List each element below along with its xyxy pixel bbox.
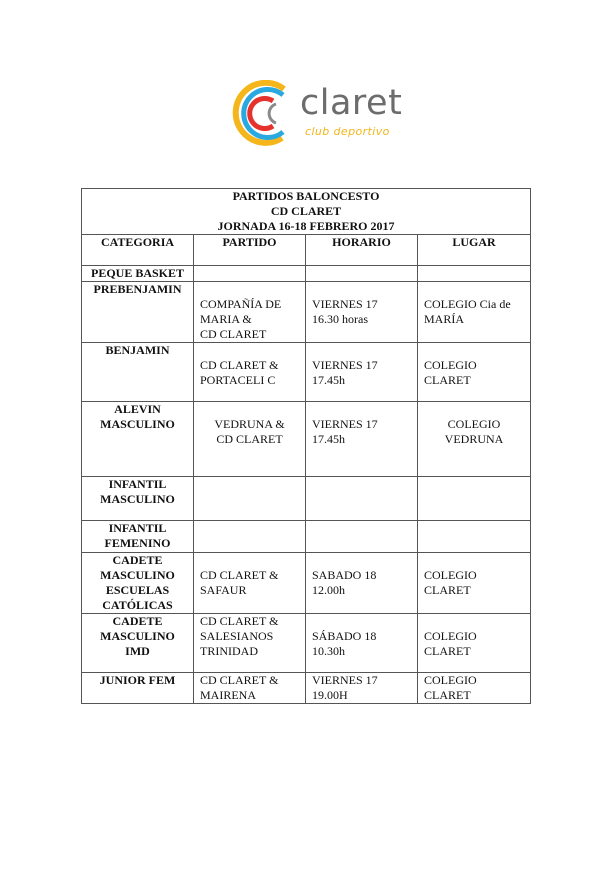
cell-line: COLEGIO Cia de <box>424 297 511 311</box>
cell-cat <box>82 614 194 673</box>
cell-line: SAFAUR <box>200 583 247 597</box>
cell-line: COLEGIO CLARET <box>424 673 477 702</box>
cell-partido <box>194 402 306 477</box>
cell-lugar <box>418 282 531 343</box>
cell-horario <box>306 673 418 704</box>
schedule-table <box>81 188 531 704</box>
cell-horario <box>306 343 418 402</box>
cell-line: SÁBADO 18 <box>312 629 377 643</box>
table-row <box>82 282 531 343</box>
cell-line: VIERNES 17 <box>312 417 378 431</box>
cell-line: VEDRUNA <box>444 432 504 446</box>
cell-line: SABADO 18 <box>312 568 377 582</box>
cell-line: COLEGIO CLARET <box>424 629 477 658</box>
cell-lugar <box>418 673 531 704</box>
cell-line: SALESIANOS <box>200 629 274 643</box>
cell-line: VIERNES 17 <box>312 673 378 687</box>
cell-line: COLEGIO CLARET <box>424 568 477 597</box>
cell-lugar <box>418 402 531 477</box>
cell-horario <box>306 402 418 477</box>
cell-partido <box>194 266 306 282</box>
cell-horario <box>306 521 418 553</box>
cell-line: CATÓLICAS <box>102 598 173 612</box>
cell-line: MASCULINO <box>100 492 175 506</box>
cell-lugar <box>418 521 531 553</box>
cell-line: VIERNES 17 <box>312 358 378 372</box>
cell-line: VIERNES 17 <box>312 297 378 311</box>
cell-line: TRINIDAD <box>200 644 258 658</box>
cell-lugar <box>418 614 531 673</box>
cell-cat <box>82 477 194 521</box>
cell-horario <box>306 553 418 614</box>
cell-lugar <box>418 343 531 402</box>
title-line-2: CD CLARET <box>270 204 342 218</box>
cell-line: COMPAÑÍA DE <box>200 297 282 311</box>
table-row <box>82 553 531 614</box>
cell-partido <box>194 553 306 614</box>
table-row <box>82 266 531 282</box>
cell-line: PREBENJAMIN <box>93 282 182 296</box>
cell-line: COLEGIO CLARET <box>424 358 477 387</box>
cell-line: 10.30h <box>312 644 345 658</box>
table-row <box>82 343 531 402</box>
cell-line: JUNIOR FEM <box>99 673 176 687</box>
cell-line: COLEGIO <box>447 417 501 431</box>
logo-subtitle: club deportivo <box>305 125 390 138</box>
cell-lugar <box>418 477 531 521</box>
table-row <box>82 614 531 673</box>
cell-partido <box>194 673 306 704</box>
cell-line: CD CLARET <box>200 327 267 341</box>
cell-partido <box>194 521 306 553</box>
cell-line: IMD <box>125 644 150 658</box>
cell-line: CADETE <box>112 553 163 567</box>
cell-line: CD CLARET <box>216 432 283 446</box>
title-line-1: PARTIDOS BALONCESTO <box>232 189 380 203</box>
header-categoria: CATEGORIA <box>82 235 194 266</box>
title-row <box>82 189 531 235</box>
cell-partido <box>194 282 306 343</box>
cell-lugar <box>418 266 531 282</box>
cell-line: CD CLARET & <box>200 568 279 582</box>
cell-line: INFANTIL <box>108 521 167 535</box>
cell-line: CD CLARET & <box>200 358 279 372</box>
cell-cat <box>82 673 194 704</box>
table-row <box>82 521 531 553</box>
cell-line: MASCULINO <box>100 417 175 431</box>
cell-line: MARIA & <box>200 312 252 326</box>
header-partido: PARTIDO <box>194 235 306 266</box>
cell-line: 16.30 horas <box>312 312 368 326</box>
title-line-3: JORNADA 16-18 FEBRERO 2017 <box>217 219 395 233</box>
cell-horario <box>306 614 418 673</box>
cell-cat <box>82 282 194 343</box>
cell-line: INFANTIL <box>108 477 167 491</box>
cell-line: BENJAMIN <box>105 343 170 357</box>
club-logo <box>226 80 416 146</box>
cell-cat <box>82 402 194 477</box>
cell-line: 19.00H <box>312 688 348 702</box>
cell-partido <box>194 343 306 402</box>
cell-line: 17.45h <box>312 432 345 446</box>
cell-cat <box>82 343 194 402</box>
header-horario: HORARIO <box>306 235 418 266</box>
cell-horario <box>306 477 418 521</box>
cell-horario <box>306 282 418 343</box>
cell-line: PORTACELI C <box>200 373 276 387</box>
table-row <box>82 477 531 521</box>
cell-cat <box>82 521 194 553</box>
cell-line: FEMENINO <box>104 536 171 550</box>
cell-line: ALEVIN <box>114 402 161 416</box>
cell-lugar <box>418 553 531 614</box>
claret-emblem-icon <box>226 80 296 146</box>
cell-line: CADETE <box>112 614 163 628</box>
cell-cat <box>82 553 194 614</box>
header-lugar: LUGAR <box>418 235 531 266</box>
cell-cat <box>82 266 194 282</box>
table-title <box>82 189 531 235</box>
cell-line: MARÍA <box>424 312 465 326</box>
cell-partido <box>194 614 306 673</box>
cell-line: MASCULINO <box>100 629 175 643</box>
cell-horario <box>306 266 418 282</box>
table-row <box>82 402 531 477</box>
header-row <box>82 235 531 266</box>
schedule-rows <box>82 266 531 704</box>
cell-line: VEDRUNA & <box>214 417 285 431</box>
cell-partido <box>194 477 306 521</box>
cell-line: CD CLARET & <box>200 614 279 628</box>
cell-line: 12.00h <box>312 583 345 597</box>
cell-line: MASCULINO <box>100 568 175 582</box>
table-row <box>82 673 531 704</box>
cell-line: PEQUE BASKET <box>90 266 185 280</box>
cell-line: ESCUELAS <box>105 583 170 597</box>
logo-wordmark: claret <box>300 83 403 123</box>
cell-line: CD CLARET & <box>200 673 279 687</box>
cell-line: MAIRENA <box>200 688 256 702</box>
cell-line: 17.45h <box>312 373 345 387</box>
